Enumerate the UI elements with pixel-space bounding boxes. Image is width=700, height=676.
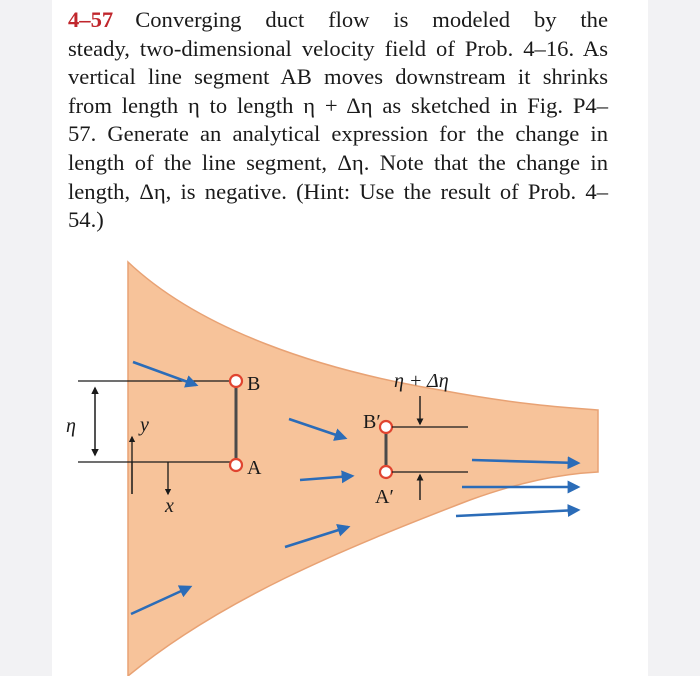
problem-line-2: steady, two-dimensional velocity field of Prob. 4–16. As	[68, 35, 608, 61]
x-axis-label: x	[165, 495, 174, 517]
eta-label: η	[66, 415, 76, 437]
problem-line-1: 4–57 Converging duct flow is modeled by the	[68, 7, 608, 32]
problem-line-6: length of the line segment, Δη. Note that the change in	[68, 149, 608, 175]
point-a-marker	[230, 459, 242, 471]
point-a-prime-marker	[380, 466, 392, 478]
point-b-label: B	[247, 373, 261, 395]
flow-arrow	[456, 510, 578, 516]
eta-plus-delta-label: η + Δη	[394, 370, 449, 392]
problem-line-3: vertical line segment AB moves downstream it shrinks	[68, 64, 608, 90]
duct-body	[128, 262, 598, 676]
y-axis-label: y	[140, 414, 149, 436]
problem-line-5: 57. Generate an analytical expression for the change in	[68, 121, 608, 147]
point-a-prime-label: A′	[375, 486, 394, 508]
problem-line-4: from length η to length η + Δη as sketched in Fig. P4–	[68, 92, 608, 118]
point-b-prime-label: B′	[363, 411, 381, 433]
point-b-marker	[230, 375, 242, 387]
problem-line-8: 54.)	[68, 207, 104, 233]
point-a-label: A	[247, 457, 262, 479]
problem-number: 4–57	[68, 7, 114, 32]
problem-line-7: length, Δη, is negative. (Hint: Use the result of Prob. 4–	[68, 178, 608, 204]
point-b-prime-marker	[380, 421, 392, 433]
